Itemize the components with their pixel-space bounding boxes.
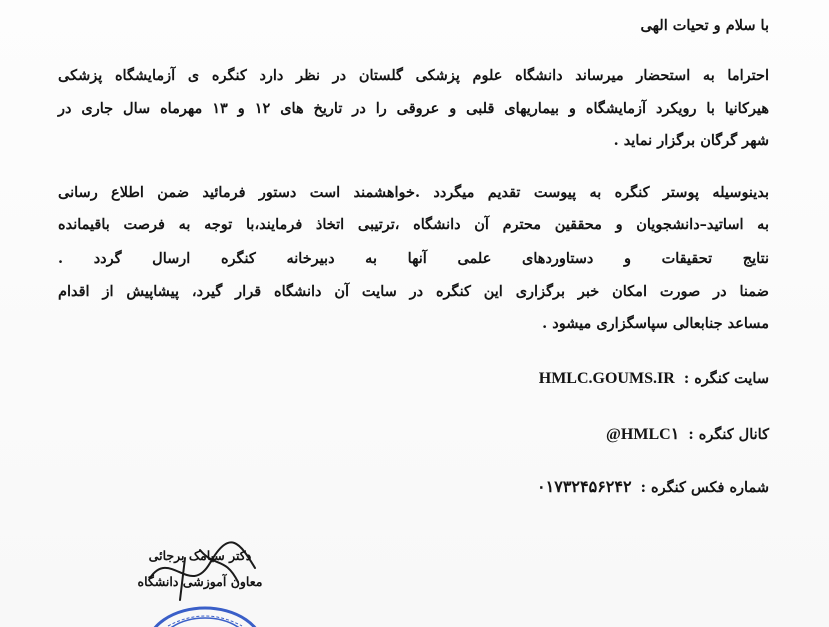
paragraph2-line5: مساعد جنابعالی سپاسگزاری میشود . xyxy=(542,315,769,332)
congress-site xyxy=(539,368,769,390)
signatory-block xyxy=(120,543,280,595)
congress-fax-value: ۰۱۷۳۲۴۵۶۲۴۲ xyxy=(537,479,632,496)
signatory-title: معاون آموزشی دانشگاه xyxy=(137,574,263,589)
paragraph1-line1: احتراما به استحضار میرساند دانشگاه علوم پزشکی گلستان در نظر دارد کنگره ی آزمایشگاه پزشکی xyxy=(58,67,769,84)
congress-channel-value: @HMLC۱ xyxy=(606,426,680,443)
congress-fax xyxy=(537,477,769,499)
paragraph2-line2: به اساتید–دانشجویان و محققین محترم آن دانشگاه ،ترتیبی اتخاذ فرمایند،با توجه به فرصت باقیمانده xyxy=(58,216,769,233)
greeting: با سلام و تحیات الهی xyxy=(640,17,769,34)
paragraph2-line1: بدینوسیله پوستر کنگره به پیوست تقدیم میگردد .خواهشمند است دستور فرمائید ضمن اطلاع رسانی xyxy=(58,184,769,201)
paragraph1-line3: شهر گرگان برگزار نماید . xyxy=(613,132,769,149)
congress-channel-label: کانال کنگره : xyxy=(688,426,769,443)
congress-site-value: HMLC.GOUMS.IR xyxy=(538,370,675,387)
paragraph1-line2: هیرکانیا با رویکرد آزمایشگاه و بیماریهای قلبی و عروقی را در تاریخ های ۱۲ و ۱۳ مهرماه سال جاری در xyxy=(58,100,769,117)
paragraph2-line3: نتایج تحقیقات و دستاوردهای علمی آنها به دبیرخانه کنگره ارسال گردد . xyxy=(58,250,769,267)
congress-fax-label: شماره فکس کنگره : xyxy=(640,479,769,496)
congress-site-label: سایت کنگره : xyxy=(683,370,769,387)
official-stamp-icon xyxy=(140,598,270,627)
signatory-name: دکتر سیامک برجائی xyxy=(148,548,252,563)
paragraph2-line4: ضمنا در صورت امکان خبر برگزاری این کنگره در سایت آن دانشگاه قرار گیرد، پیشاپیش از اقدام xyxy=(58,283,769,300)
congress-channel xyxy=(606,424,769,446)
